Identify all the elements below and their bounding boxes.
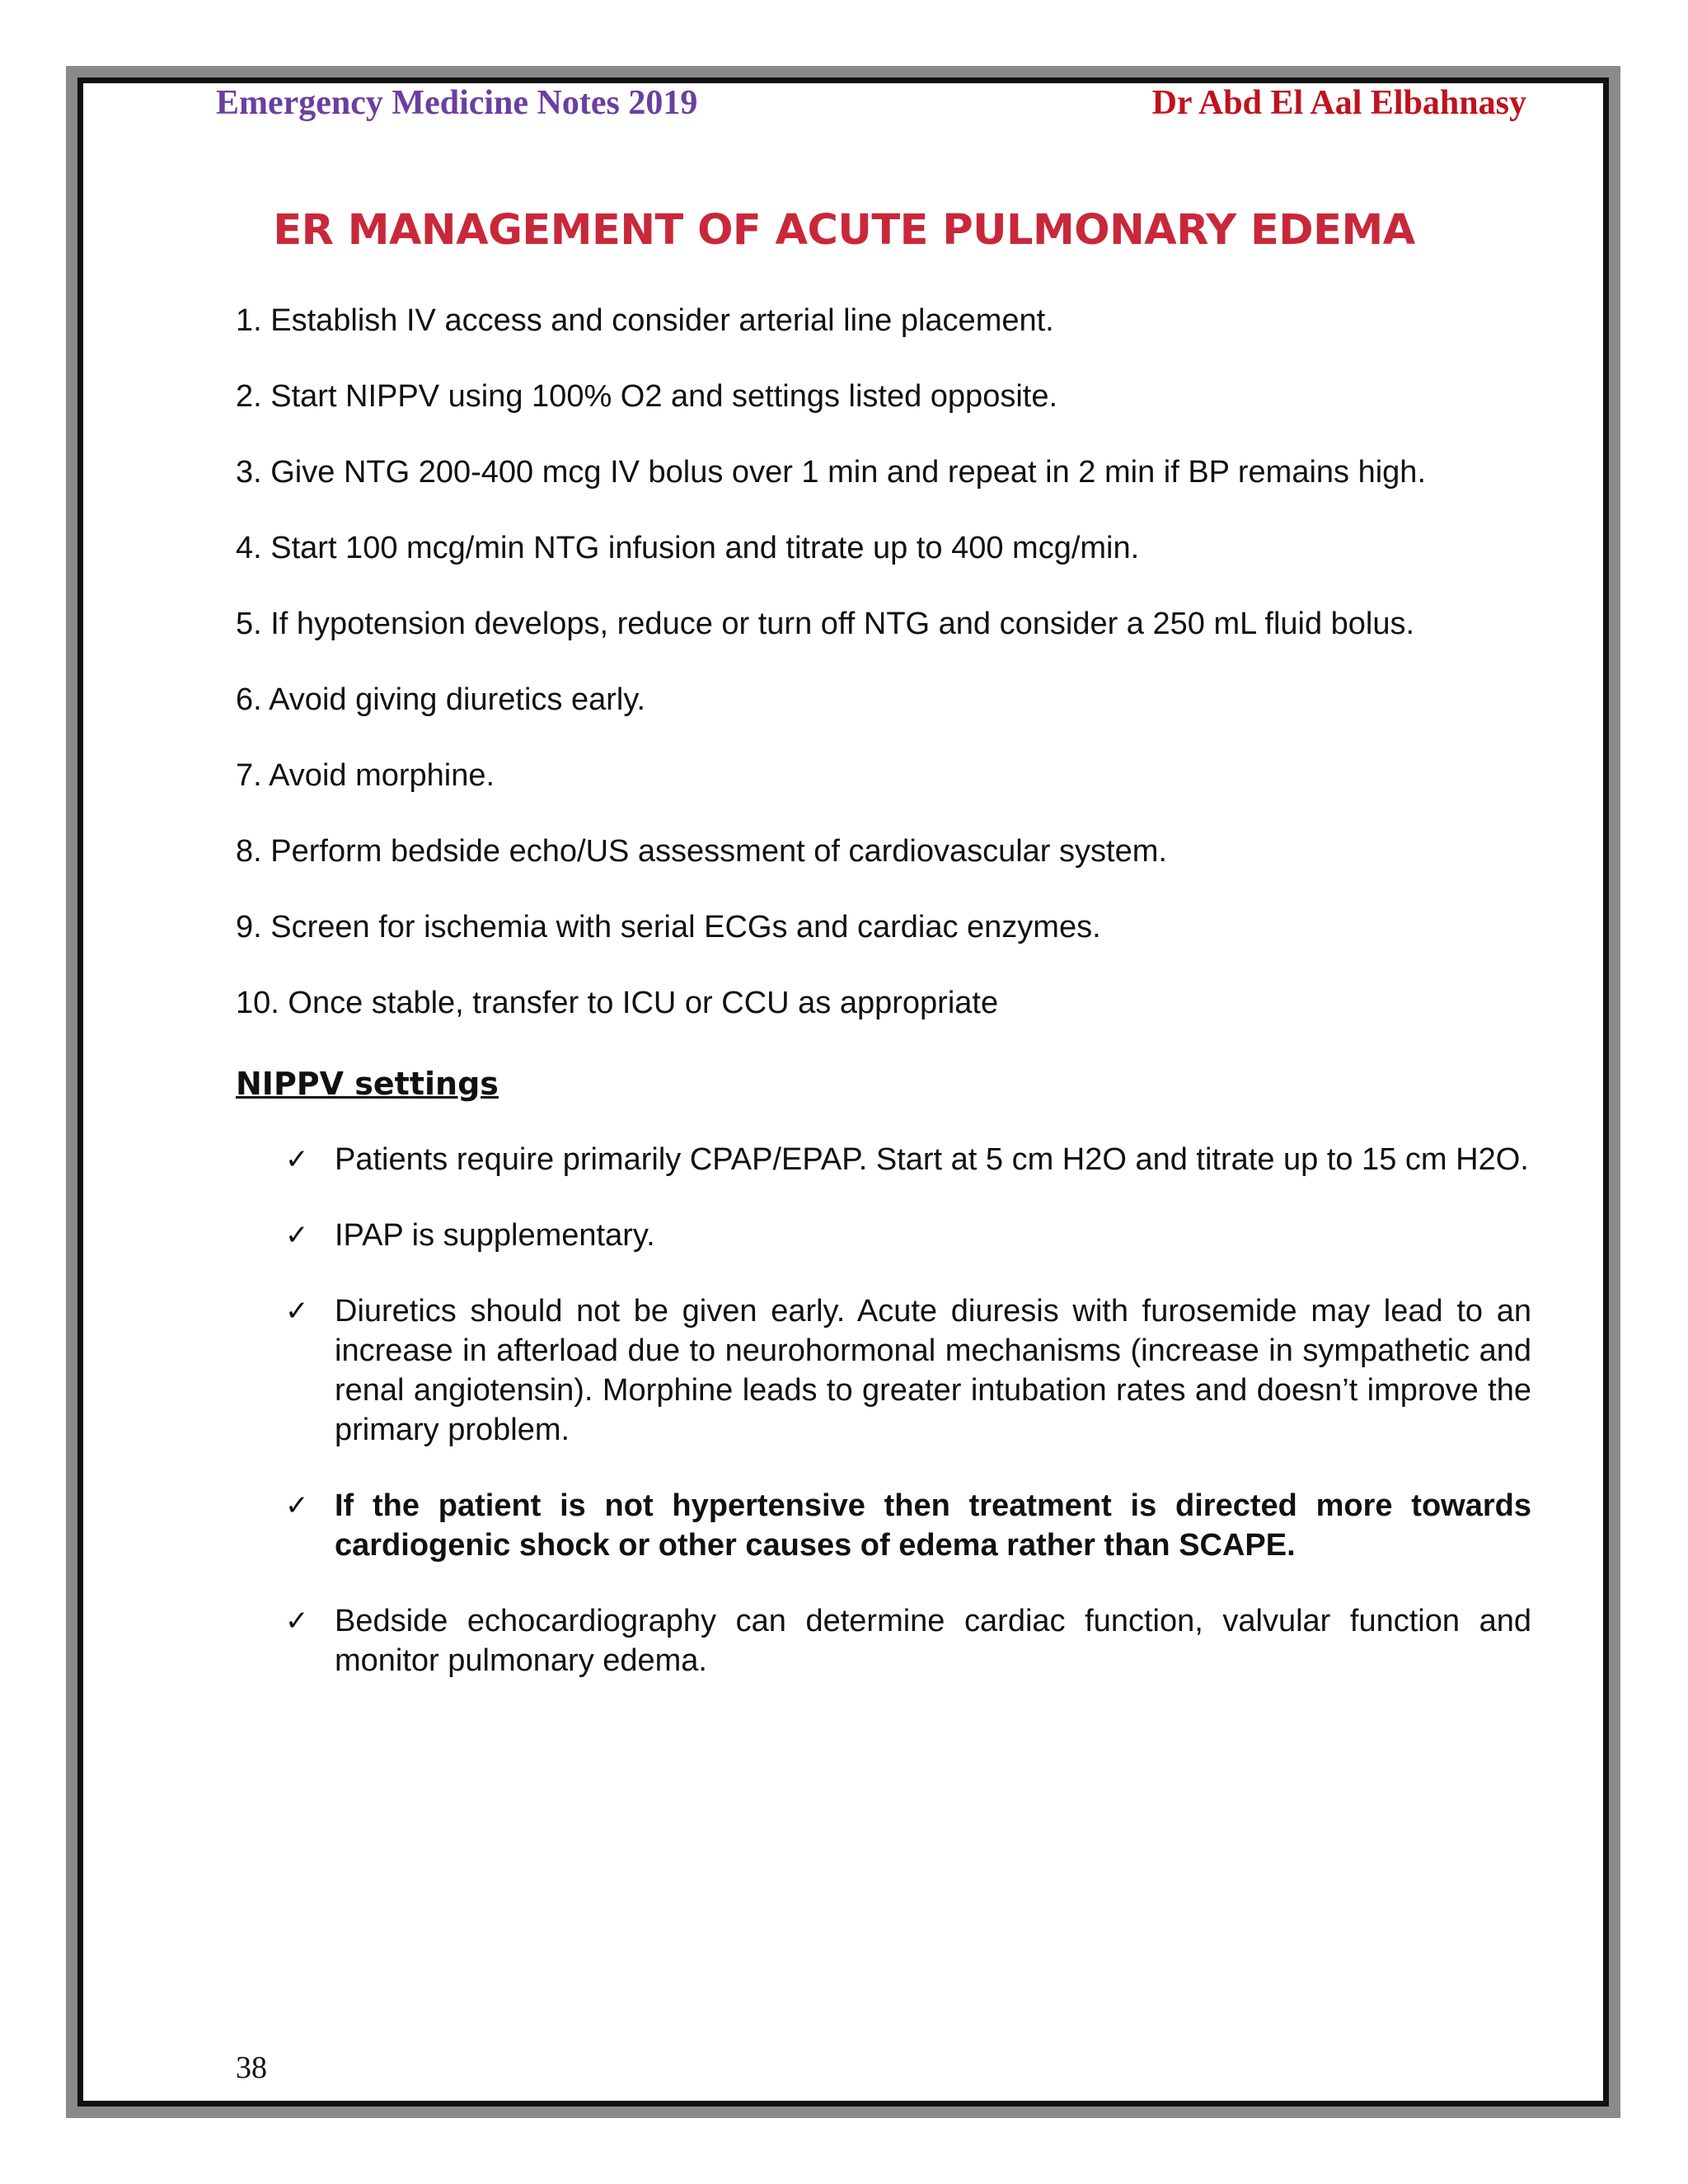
step-item: 2. Start NIPPV using 100% O2 and settings listed opposite. — [236, 379, 1058, 414]
step-item: 9. Screen for ischemia with serial ECGs and cardiac enzymes. — [236, 910, 1101, 944]
bullet-text: Bedside echocardiography can determine cardiac function, valvular function and monitor pulmonary edema. — [335, 1604, 1531, 1678]
list-item — [236, 1291, 1531, 1450]
bullet-text: If the patient is not hypertensive then treatment is directed more towards cardiogenic shock or other causes of edema rather than SCAPE. — [335, 1488, 1531, 1563]
step-item: 8. Perform bedside echo/US assessment of cardiovascular system. — [236, 834, 1167, 869]
list-item — [236, 1140, 1531, 1179]
checkmark-icon: ✓ — [285, 1219, 309, 1252]
header-author: Dr Abd El Aal Elbahnasy — [1151, 84, 1526, 122]
list-item — [236, 1601, 1531, 1680]
document-body — [236, 301, 1531, 1717]
list-item — [236, 1216, 1531, 1255]
nippv-settings-heading: NIPPV settings — [236, 1066, 499, 1102]
page-title: ER MANAGEMENT OF ACUTE PULMONARY EDEMA — [273, 206, 1415, 255]
management-steps — [236, 301, 1531, 1023]
bullet-text: Diuretics should not be given early. Acute diuresis with furosemide may lead to an increase in afterload due to neurohormonal mechanisms (increase in sympathetic and renal angiotensin). Morphine leads to greater intubation rates and doesn’t improve the primary problem. — [335, 1294, 1531, 1447]
step-item: 4. Start 100 mcg/min NTG infusion and titrate up to 400 mcg/min. — [236, 531, 1140, 565]
bullet-text: IPAP is supplementary. — [335, 1218, 655, 1253]
page-number: 38 — [236, 2050, 267, 2085]
nippv-bullet-list — [236, 1140, 1531, 1680]
header-book-title: Emergency Medicine Notes 2019 — [216, 84, 698, 122]
step-item: 10. Once stable, transfer to ICU or CCU as appropriate — [236, 986, 999, 1020]
checkmark-icon: ✓ — [285, 1605, 309, 1638]
step-item: 3. Give NTG 200-400 mcg IV bolus over 1 min and repeat in 2 min if BP remains high. — [236, 455, 1426, 490]
checkmark-icon: ✓ — [285, 1489, 309, 1522]
step-item: 5. If hypotension develops, reduce or turn off NTG and consider a 250 mL fluid bolus. — [236, 607, 1415, 641]
checkmark-icon: ✓ — [285, 1295, 309, 1328]
step-item: 7. Avoid morphine. — [236, 758, 495, 793]
step-item: 6. Avoid giving diuretics early. — [236, 682, 646, 717]
step-item: 1. Establish IV access and consider arterial line placement. — [236, 303, 1054, 338]
list-item — [236, 1486, 1531, 1565]
bullet-text: Patients require primarily CPAP/EPAP. Start at 5 cm H2O and titrate up to 15 cm H2O. — [335, 1142, 1529, 1177]
checkmark-icon: ✓ — [285, 1143, 309, 1176]
